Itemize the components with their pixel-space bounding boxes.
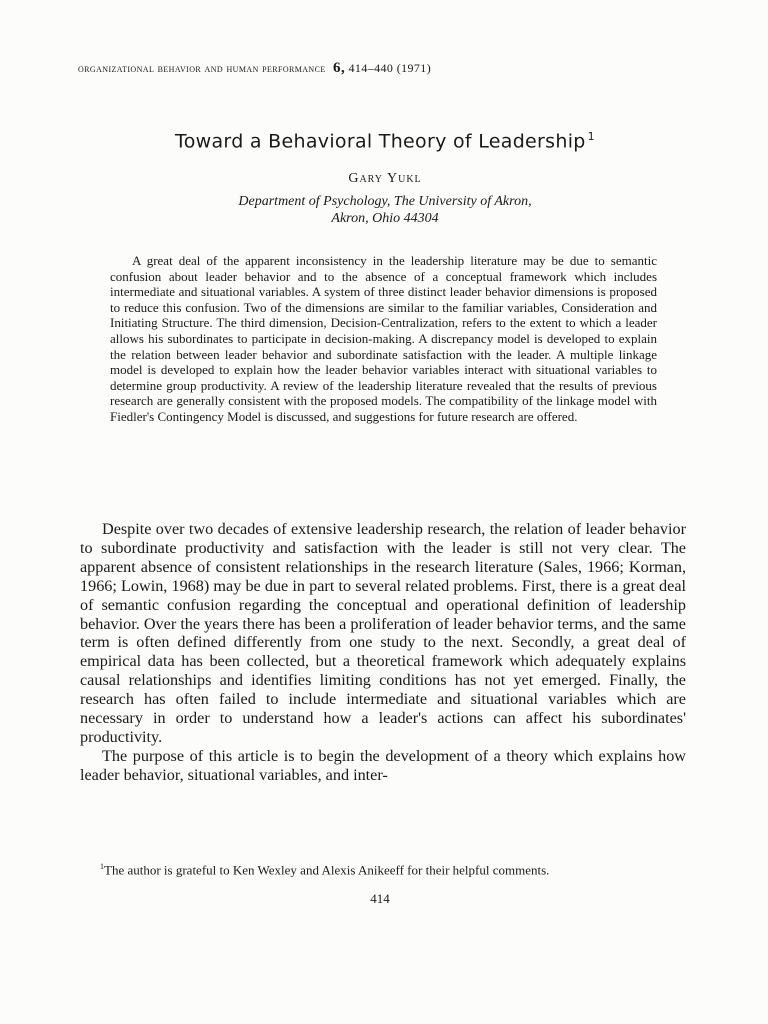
- abstract: A great deal of the apparent inconsistency in the leadership literature may be due to semantic confusion about leader behavior and to the absence of a conceptual framework which includes intermediate and situational variables. A system of three distinct leader behavior dimensions is proposed to reduce this confusion. Two of the dimensions are similar to the familiar variables, Consideration and Initiating Structure. The third dimension, Decision-Centralization, refers to the extent to which a leader allows his subordinates to participate in decision-making. A discrepancy model is developed to explain the relation between leader behavior and subordinate satisfaction with the leader. A multiple linkage model is developed to explain how the leader behavior variables interact with situational variables to determine group productivity. A review of the leadership literature revealed that the results of previous research are generally consistent with the proposed models. The compatibility of the linkage model with Fiedler's Contingency Model is discussed, and suggestions for future research are offered.: [110, 253, 657, 424]
- affiliation-line-2: Akron, Ohio 44304: [331, 211, 439, 226]
- body-paragraph-2: The purpose of this article is to begin the development of a theory which explains how leader behavior, situational variables, and inter-: [80, 746, 686, 784]
- body-paragraph-1: Despite over two decades of extensive leadership research, the relation of leader behavior to subordinate productivity and satisfaction with the leader is still not very clear. The apparent absence of consistent relationships in the research literature (Sales, 1966; Korman, 1966; Lowin, 1968) may be due in part to several related problems. First, there is a great deal of semantic confusion regarding the conceptual and operational definition of leadership behavior. Over the years there has been a proliferation of leader behavior terms, and the same term is often defined differently from one study to the next. Secondly, a great deal of empirical data has been collected, but a theoretical framework which adequately explains causal relationships and identifies limiting conditions has not yet emerged. Finally, the research has often failed to include intermediate and situational variables which are necessary in order to understand how a leader's actions can affect his subordinates' productivity.: [80, 520, 686, 746]
- pages-year: 414–440 (1971): [348, 61, 432, 75]
- volume-number: 6,: [333, 60, 346, 76]
- title-footnote-mark: 1: [587, 130, 595, 143]
- journal-name: organizational behavior and human performance: [78, 61, 326, 75]
- author-affiliation: [100, 193, 670, 227]
- footnote: [80, 858, 686, 878]
- body-text: [80, 520, 686, 785]
- footnote-mark: 1: [100, 862, 104, 871]
- article-title-text: Toward a Behavioral Theory of Leadership: [175, 130, 586, 153]
- author-name: Gary Yukl: [348, 171, 422, 186]
- footnote-text: The author is grateful to Ken Wexley and Alexis Anikeeff for their helpful comments.: [104, 862, 550, 878]
- running-head: [78, 60, 688, 77]
- page-number: 414: [370, 891, 390, 906]
- affiliation-line-1: Department of Psychology, The University of Akron,: [238, 194, 532, 209]
- article-title: [100, 130, 670, 152]
